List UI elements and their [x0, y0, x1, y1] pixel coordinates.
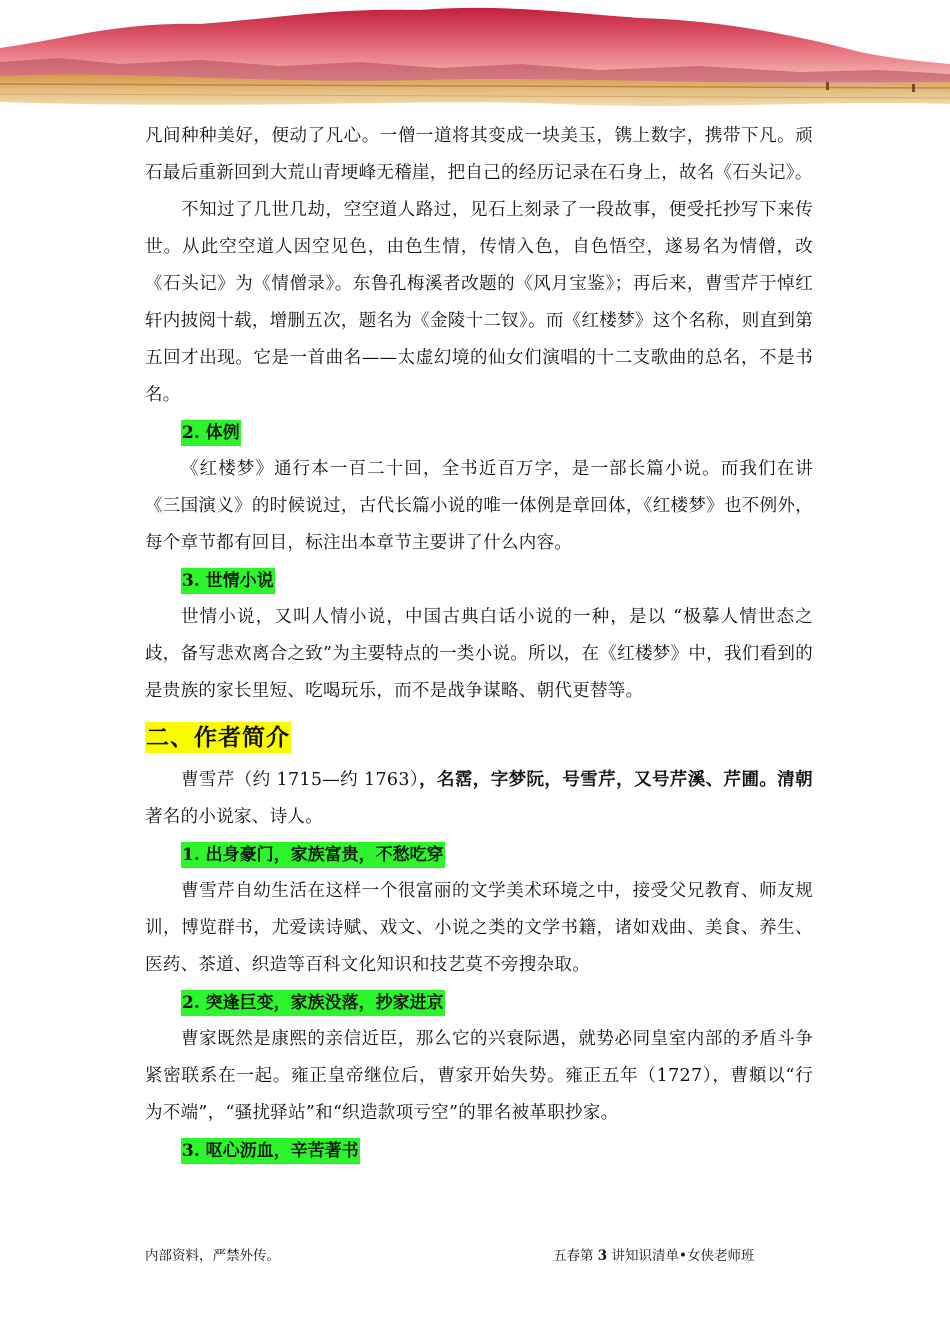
author-intro-names: ，名霑，字梦阮，号雪芹，又号芹溪、芹圃。清朝: [419, 770, 813, 790]
genre-heading-label: 3. 世情小说: [181, 568, 275, 594]
author-paragraph-1: 曹雪芹自幼生活在这样一个很富丽的文学美术环境之中，接受父兄教育、师友规训，博览群书，尤爱读诗赋、戏文、小说之类的文学书籍，诸如戏曲、美食、养生、医药、茶道、织造等百科文化知识和技艺莫不旁搜杂取。: [145, 881, 813, 975]
author-intro-lead: 曹雪芹（约 1715—约 1763）: [181, 770, 420, 790]
style-heading-label: 2. 体例: [181, 420, 241, 446]
footer-course-suffix: 讲知识清单•女侠老师班: [607, 1248, 755, 1264]
author-paragraph-2: 曹家既然是康熙的亲信近臣，那么它的兴衰际遇，就势必同皇室内部的矛盾斗争紧密联系在一起。雍正皇帝继位后，曹家开始失势。雍正五年（1727），曹頫以“行为不端”，“骚扰驿站”和“织造款项亏空”的罪名被革职抄家。: [145, 1029, 813, 1123]
author-intro-paragraph: [145, 762, 813, 836]
intro-paragraph-2: 不知过了几世几劫，空空道人路过，见石上刻录了一段故事，便受托抄写下来传世。从此空空道人因空见色，由色生情，传情入色，自色悟空，遂易名为情僧，改《石头记》为《情僧录》。东鲁孔梅溪者改题的《风月宝鉴》；再后来，曹雪芹于悼红轩内披阅十载，增删五次，题名为《金陵十二钗》。而《红楼梦》这个名称，则直到第五回才出现。它是一首曲名——太虚幻境的仙女们演唱的十二支歌曲的总名，不是书名。: [145, 200, 813, 405]
footer-lesson-number: 3: [597, 1248, 608, 1264]
author-section-title: 二、作者简介: [146, 724, 290, 751]
author-subheading-1-label: 1. 出身豪门，家族富贵，不愁吃穿: [181, 842, 445, 868]
author-intro-tail: 著名的小说家、诗人。: [145, 807, 323, 827]
footer-confidential-note: 内部资料，严禁外传。: [145, 1248, 280, 1264]
footer-course-prefix: 五春第: [553, 1248, 598, 1264]
genre-paragraph: 世情小说，又叫人情小说，中国古典白话小说的一种，是以 “极摹人情世态之歧，备写悲欢离合之致”为主要特点的一类小说。所以，在《红楼梦》中，我们看到的是贵族的家长里短、吃喝玩乐，而不是战争谋略、朝代更替等。: [145, 607, 813, 701]
author-subheading-1: [181, 836, 813, 873]
genre-heading: [181, 562, 813, 599]
author-subheading-2: [181, 984, 813, 1021]
author-section-heading: [145, 716, 813, 760]
author-subheading-3: [181, 1132, 813, 1169]
document-body: [145, 118, 813, 1169]
footer-course-label: [553, 1244, 754, 1264]
intro-paragraph-1: 凡间种种美好，便动了凡心。一僧一道将其变成一块美玉，镌上数字，携带下凡。顽石最后重新回到大荒山青埂峰无稽崖，把自己的经历记录在石身上，故名《石头记》。: [145, 126, 813, 183]
decorative-landscape-banner: [0, 0, 950, 120]
style-paragraph: 《红楼梦》通行本一百二十回，全书近百万字，是一部长篇小说。而我们在讲《三国演义》的时候说过，古代长篇小说的唯一体例是章回体，《红楼梦》也不例外，每个章节都有回目，标注出本章节主要讲了什么内容。: [145, 459, 813, 553]
author-subheading-2-label: 2. 突逢巨变，家族没落，抄家进京: [181, 990, 445, 1016]
style-heading: [181, 414, 813, 451]
author-subheading-3-label: 3. 呕心沥血，辛苦著书: [181, 1138, 360, 1164]
